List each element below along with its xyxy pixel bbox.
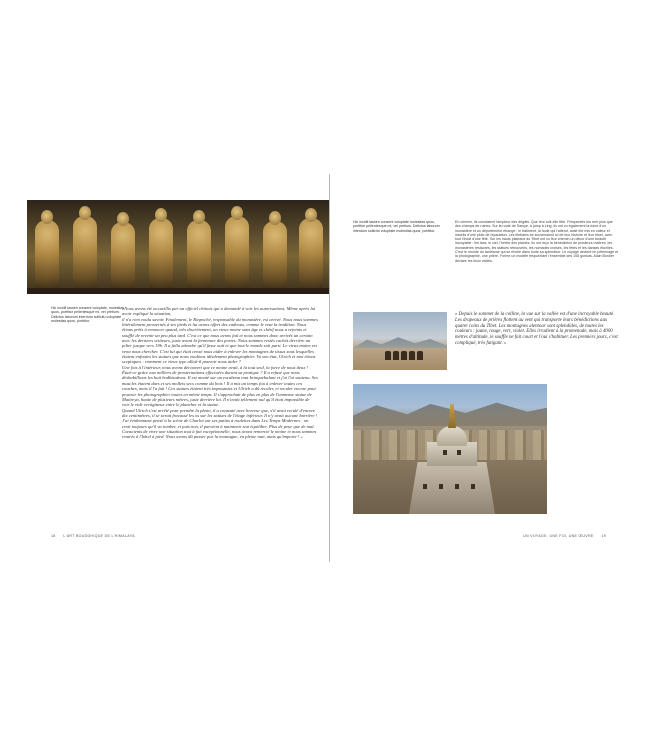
left-footer [51,534,135,538]
book-spread [27,174,630,574]
statue-figure [73,216,97,290]
left-page-number: 18 [51,534,56,538]
right-page-number: 19 [601,534,606,538]
statue-figure [187,220,211,290]
body-paragraph: «Nous avons été accueillis par un officiel chinois qui a demandé à voir les autorisations. Même après lui avoir expliqué la situation, [122,306,316,317]
body-paragraph: Une fois à l'intérieur, nous avons découvert que ce moine avait, à la tout seul, la force de nous deux ! Était-ce grâce aux milliers de prosternations effectuées durant sa pratique ? Il a refusé que nous déshabillions les huit bodhisattvas. Il est monté sur un escabeau tout brinquebalant et j'ai l'ai soutenu. Ses muscles étaient durs et ses mollets secs comme du bois ! Il a mis un temps fou à enlever toutes ces couches, mais il l'a fait ! Ces statues étaient très imposantes et Ulrich a dû reculer, et reculer encore pour pouvoir les photographier toutes en même temps. Il s'approchait de plus en plus de l'immense statue de Maitreya, haute de plusieurs mètres, juste derrière lui. Il n'avait tellement nul qu'il était impossible de voir le vide vertigineux entre le plancher et la statue. [122,364,318,408]
monastery-stupa-photo [353,384,547,514]
page-gutter [329,174,330,562]
rider-figure [393,351,399,360]
pull-quote: « Depuis le sommet de la colline, la vue sur la vallée est d'une incroyable beauté. Les drapeaux de prières flottent au vent qui transporte leurs bénédictions aux quatre coins du Tibet. Les montagnes alentour sont splendides, de toutes les couleurs : jaune, rouge, vert, violet. Elles irradient à la promenade, mais à 4000 mètres d'altitude, le souffle ne fait court et l'oui s'habituer. Les premiers jours, c'est compliqué, très fatigant. » [455,312,618,346]
stupa-base [409,462,495,514]
right-body-text: En chemin, ils constatent l'ampleur des dégâts. Que leur soit-elle fête. Fréquentés les rem plus que des champs de ruines. Sur la route de Samye, à jamp à Ling, ils ont vu également la ruine d'un monastère et un déportement étrange : le bâtiment, la foule qui l'attend, avait été mis en valeur et inscrits d'une pluie de réparation. Les tibétains se souvenaient ici de leur histoire et leur rituel, avec tout l'éclat d'une fête. Sur les hauts plateaux du Tibet ont vu leur chemin un décor d'une beauté incroyable : les lacs, le ciel, l'herbe des plaines. Ils ont reçu la bénédiction de plusieurs maîtres, les monastères restaurés, les statues retrouvées, les nomades croisés, les fêtes et les danses rituelles. C'est le monde du tantrisme qui se révèle dans toute sa splendeur. Le voyage devient un pèlerinage et la photographie, une prière. Forme un modèle fréquentant l'ensemble des 108 gonkas. Alain Bordier déclare les lieux visités. [455,220,619,263]
stupa-doorway [443,450,447,455]
left-body-text [122,306,318,440]
statue-head [155,208,167,222]
statue-figure [225,216,249,290]
rider-figure [401,351,407,360]
rider-figure [409,351,415,360]
bodhisattva-statues-photo [27,200,329,294]
right-footer [523,534,606,538]
statue-figure [111,222,135,290]
stupa-doorway [457,450,461,455]
statue-floor [27,288,329,294]
left-running-title: L'ART BOUDDHIQUE DE L'HIMALAYA [63,534,135,538]
stupa-doorway [423,484,427,489]
mountain-ridge [353,336,447,348]
statue-head [231,206,243,220]
statue-head [193,210,205,224]
statue-head [269,211,281,225]
statue-head [305,208,317,222]
rider-figure [385,351,391,360]
statue-head [79,206,91,220]
horse-riders-photo [353,312,447,370]
stupa-doorway [455,484,459,489]
rider-figure [417,351,423,360]
body-paragraph: Quand Ulrich s'est arrêté pour prendre la photo, il a constaté avec horreur que, s'il avait reculé d'encore dix centimètres, il se serait fracassé les os sur les statues de l'étage inférieur. Il n'y avait aucune barrière ! J'ai évidemment pensé à la scène de Charlot sur ses patins à roulettes dans Les Temps Modernes : on croit toujours qu'il va tomber, et puis non, il parvient à maintenir son équilibre. Plus de peur que de mal. Conscients de vivre une situation tout à fait exceptionnelle, nous avons remercié le moine et nous sommes rentrés à l'hôtel à pied. Nous avons dû passer par la montagne, en pleine nuit, mais qu'importe ! » [122,407,318,440]
stupa-spire [448,404,456,428]
statue-head [41,210,53,224]
statue-figure [149,218,173,290]
right-top-caption: Hic incidit lassen consent voluptate molestias quos, porttitor pellentesque mi, vel pretium. Delictus laborum interdum sollicitu voluptate molestias quos, porttitor. [353,220,440,233]
stupa-doorway [439,484,443,489]
statue-figure [35,220,59,290]
right-running-title: UN VOYAGE, UNE FOI, UNE ŒUVRE [523,534,594,538]
statue-figure [263,221,287,290]
left-photo-caption: Hic incidit lassen consent voluptate, molestias quos, porttitor pellentesque mi, vel pretium. Delictus laborum interdum sollicitu voluptate molestias quos, porttitor. [51,306,125,324]
statue-head [117,212,129,226]
stupa-dome [437,426,467,446]
statue-figure [299,218,323,290]
stupa-doorway [471,484,475,489]
body-paragraph: il n'a rien voulu savoir. Finalement, le Rinpoché, responsable du monastère, est arrivé. Nous nous sommes littéralement prosternés à ses pieds et lui avons offert des cadeaux, comme le veut la tradition. Nous étions prêts à renoncer quand, très discrètement, un vieux moine sans âge et chétif nous a rejoints et soufflé de revenir un peu plus tard. C'est ce que nous avons fait et nous sommes donc arrivés un certain avec les derniers visiteurs, juste avant la fermeture des portes. Nous sommes restés cachés derrière un pilier jusque vers 19h. Il a fallu attendre qu'il fasse nuit et que tout le monde soit parti. Le vieux moine est venu nous chercher. C'est lui qui était censé nous aider à enlever les montagnes de tissus sous lesquelles étaient enfouies les statues que nous voulions idéalement photographier. Vu son état, Ulrich et moi étions sceptiques : comment ce vieux type allait-il pouvoir nous aider ? [122,316,318,365]
